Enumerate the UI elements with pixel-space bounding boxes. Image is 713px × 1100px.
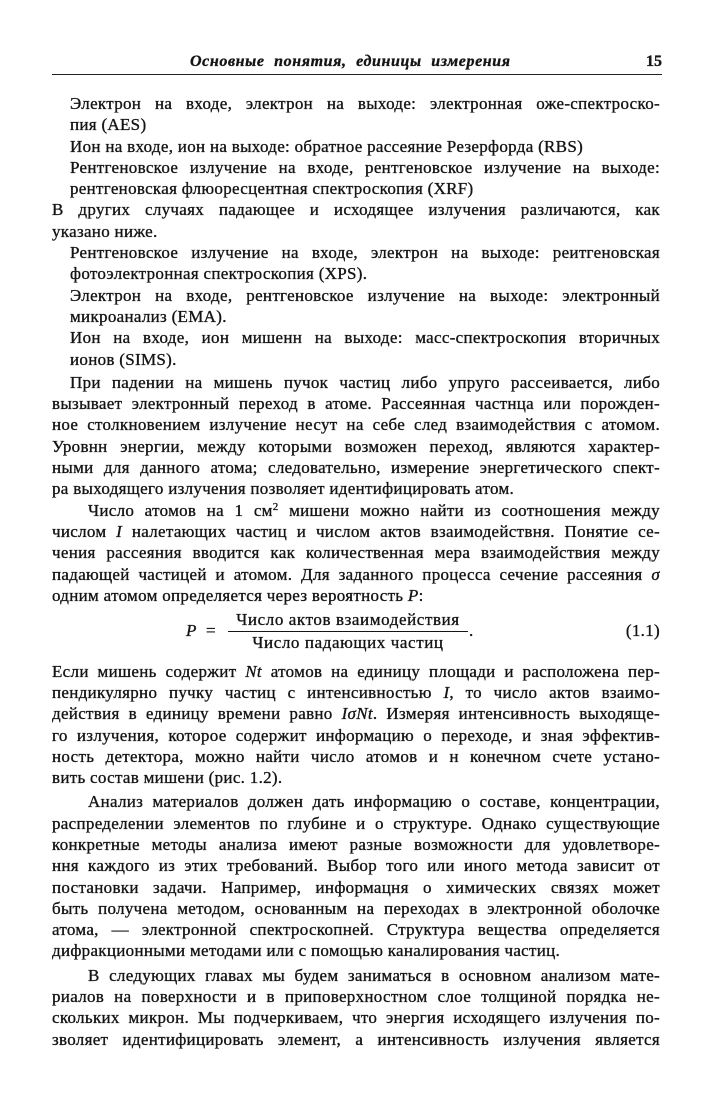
different-radiation-intro xyxy=(52,199,660,242)
text-line: Ион на входе, ион мишенн на выходе: масс-спектроскопия вторичных xyxy=(70,328,660,348)
text-line: Анализ материалов должен дать информацию о составе, концентрации, xyxy=(88,792,660,812)
math-symbol: IσNt xyxy=(341,704,373,724)
text-segment: падающей частицей и атомом. Для заданного процесса сечение рассеяния xyxy=(52,564,652,584)
text-line: ными для данного атома; следовательно, измерение энергетического спект- xyxy=(52,458,660,478)
text-line: Электрон на входе, электрон на выходе: электронная оже-спектроско- xyxy=(70,94,660,113)
text-segment: Число атомов на 1 см xyxy=(88,500,273,520)
text-line xyxy=(52,682,660,703)
text-line: ння каждого из этих требований. Выбор того или иного метода зависит от xyxy=(52,856,660,876)
page-body xyxy=(52,93,660,1050)
paragraph-transition xyxy=(52,372,660,500)
text-line: конкретные методы анализа имеют разные возможности для удовлетворе- xyxy=(52,835,660,854)
equation-denominator: Число падающих частиц xyxy=(252,633,444,653)
text-line: риалов на поверхности и в приповерхностном слое толщиной порядка не- xyxy=(52,987,660,1007)
text-line: Рентгеновское излучение на входе, электрон на выходе: реитгеновская xyxy=(70,243,660,263)
text-line: Электрон на входе, рентгеновское излучение на выходе: электронный xyxy=(70,285,660,305)
text-line xyxy=(52,564,660,585)
page-number: 15 xyxy=(646,53,662,70)
text-line: При падении на мишень пучок частиц либо упруго рассеивается, либо xyxy=(70,372,660,392)
equation-lhs: P xyxy=(186,621,197,641)
text-line: Рентгеновское излучение на входе, рентгеновское излучение на выходе: xyxy=(70,157,660,177)
text-segment: налетающих частиц и числом актов взаимодействня. Понятие се- xyxy=(122,521,660,541)
text-segment: числом xyxy=(52,521,117,541)
text-line: вить состав мишени (рис. 1.2). xyxy=(52,768,283,788)
math-symbol: I xyxy=(443,682,450,702)
equation-1-1 xyxy=(52,606,660,661)
paragraph-target xyxy=(52,661,660,789)
text-line: дифракционными методами или с помощью каналирования частиц. xyxy=(52,941,561,961)
text-segment: атомов на единицу площади и расположена пер- xyxy=(261,661,660,681)
running-head xyxy=(52,51,662,73)
text-line: быть получена методом, основанным на переходах в электронной оболочке xyxy=(52,898,660,918)
paragraph-next-chapters xyxy=(52,965,660,1050)
text-line: ра выходящего излучения позволяет идентифицировать атом. xyxy=(52,479,515,499)
text-line: Уровнн энергии, между которыми возможен переход, являются характер- xyxy=(52,436,660,456)
text-segment: действия в единицу времени равно xyxy=(52,704,342,724)
paragraph-analysis xyxy=(52,791,660,961)
method-item-xrf xyxy=(70,157,660,200)
equation-number: (1.1) xyxy=(625,621,660,641)
text-line: зволяет идентифицировать элемент, а интенсивность излучения является xyxy=(52,1029,660,1049)
text-line: ное столкновением излучение несут на себе след взаимодействия с атомом. xyxy=(52,415,660,435)
text-line xyxy=(52,585,660,606)
text-line: микроанализ (EMA). xyxy=(70,306,227,326)
text-segment: одним атомом определяется через вероятность xyxy=(52,585,408,605)
method-item-rbs xyxy=(70,136,660,157)
text-line: вызывает электронный переход в атоме. Рассеянная частнца или порожден- xyxy=(52,394,660,414)
text-line: пия (AES) xyxy=(70,115,147,135)
header-rule xyxy=(52,74,662,75)
text-line: указано ниже. xyxy=(52,221,158,241)
text-line: Ион на входе, ион на выходе: обратное рассеяние Резерфорда (RBS) xyxy=(70,136,584,156)
text-line: В следующих главах мы будем заниматься в основном анализом мате- xyxy=(88,965,660,985)
running-title: Основные понятия, единицы измерения xyxy=(190,53,511,70)
text-line: ионов (SIMS). xyxy=(70,349,177,369)
text-segment: мишени можно найти из соотношения между xyxy=(278,500,660,520)
equation-numerator: Число актов взаимодействия xyxy=(236,610,460,630)
text-line: атома, — электронной спектроскопней. Структура вещества определяется xyxy=(52,920,660,940)
text-line: ность детектора, можно найти число атомов и н конечном счете устано- xyxy=(52,746,660,766)
math-symbol: Nt xyxy=(245,661,262,681)
method-item-ema xyxy=(70,285,660,328)
text-segment: . Измеряя интенсивность выходяще- xyxy=(372,704,660,724)
text-line: постановки задачи. Например, информацня о химических связях может xyxy=(52,877,660,897)
method-item-sims xyxy=(70,327,660,370)
same-radiation-methods xyxy=(70,93,660,199)
text-line xyxy=(52,500,660,521)
text-segment: пендикулярно пучку частиц с интенсивностью xyxy=(52,682,444,702)
paragraph-cross-section xyxy=(52,500,660,606)
text-line xyxy=(52,661,660,682)
method-item-xps xyxy=(70,242,660,285)
equation-equals: = xyxy=(206,621,216,641)
text-segment: , то число актов взаимо- xyxy=(449,682,660,702)
text-line xyxy=(52,703,660,724)
superscript: 2 xyxy=(272,500,279,513)
text-line: го излучения, которое содержит информацию о переходе, и зная эффектив- xyxy=(52,725,660,745)
text-line: скольких микрон. Мы подчеркиваем, что энергия исходящего излучения по- xyxy=(52,1008,660,1028)
math-symbol: P xyxy=(407,585,419,605)
method-item-aes xyxy=(70,93,660,136)
different-radiation-methods xyxy=(70,242,660,370)
text-line xyxy=(52,521,660,542)
math-symbol: σ xyxy=(651,564,660,584)
text-line: чения рассеяния вводится как количественная мера взаимодействия между xyxy=(52,543,660,563)
text-segment: Если мишень содержит xyxy=(52,661,246,681)
text-line: фотоэлектронная спектроскопия (XPS). xyxy=(70,264,368,284)
text-segment: : xyxy=(418,585,424,605)
equation-terminator: . xyxy=(469,621,474,641)
text-line: распределении элементов по глубине и о структуре. Однако существующие xyxy=(52,813,660,833)
text-line: рентгеновская флюоресцентная спектроскопия (XRF) xyxy=(70,179,474,199)
text-line: В других случаях падающее и исходящее излучения различаются, как xyxy=(52,200,660,220)
math-symbol: I xyxy=(116,521,123,541)
